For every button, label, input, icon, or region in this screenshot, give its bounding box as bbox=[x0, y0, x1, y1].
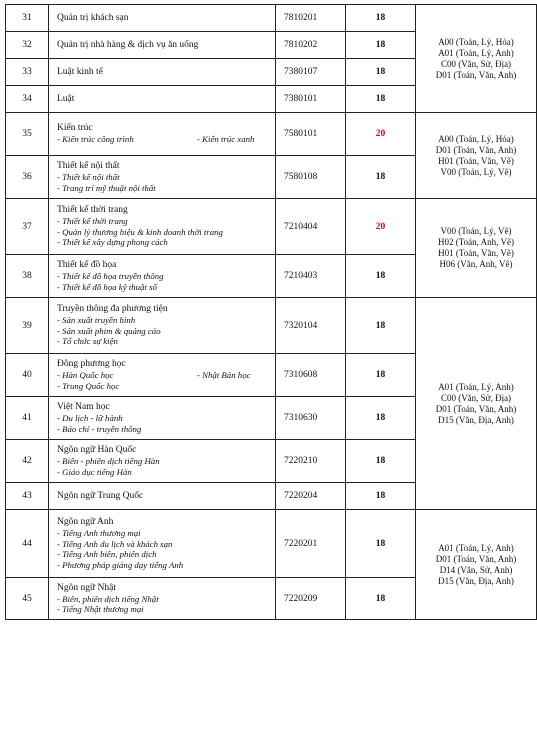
min-score: 18 bbox=[346, 255, 416, 298]
major-name: Truyền thông đa phương tiện bbox=[57, 304, 168, 315]
major-code: 7220204 bbox=[276, 483, 346, 510]
combination-line: C00 (Văn, Sử, Địa) bbox=[440, 58, 512, 69]
major-name: Quản trị khách sạn bbox=[57, 12, 129, 23]
major-cell bbox=[49, 298, 276, 354]
combination-line: A01 (Toán, Lý, Anh) bbox=[438, 381, 514, 392]
specialization: - Báo chí - truyền thông bbox=[57, 423, 142, 434]
major-code: 7320104 bbox=[276, 298, 346, 354]
major-cell bbox=[49, 199, 276, 255]
combination-line: D01 (Toán, Văn, Anh) bbox=[435, 69, 517, 80]
row-number: 44 bbox=[6, 510, 49, 578]
combination-line: A01 (Toán, Lý, Anh) bbox=[438, 542, 514, 553]
combination-line: D14 (Văn, Sử, Anh) bbox=[439, 564, 513, 575]
major-name: Kiến trúc bbox=[57, 123, 93, 134]
subject-combinations bbox=[416, 199, 537, 298]
major-code: 7810201 bbox=[276, 5, 346, 32]
major-name: Thiết kế nội thất bbox=[57, 161, 120, 171]
specialization: - Tiếng Anh du lịch và khách sạn bbox=[57, 538, 173, 549]
table-row bbox=[6, 298, 537, 354]
specialization: - Sản xuất phim & quảng cáo bbox=[57, 325, 161, 336]
row-number: 38 bbox=[6, 255, 49, 298]
specialization: - Tiếng Nhật thương mại bbox=[57, 604, 144, 614]
row-number: 34 bbox=[6, 86, 49, 113]
major-cell bbox=[49, 578, 276, 620]
table-row bbox=[6, 510, 537, 578]
min-score: 20 bbox=[346, 199, 416, 255]
min-score: 18 bbox=[346, 354, 416, 397]
subject-combinations bbox=[416, 113, 537, 199]
combination-line: D01 (Toán, Văn, Anh) bbox=[435, 144, 517, 155]
row-number: 40 bbox=[6, 354, 49, 397]
min-score: 18 bbox=[346, 440, 416, 483]
major-code: 7220210 bbox=[276, 440, 346, 483]
specialization: - Kiến trúc xanh bbox=[197, 134, 255, 145]
major-code: 7310630 bbox=[276, 397, 346, 440]
specialization: - Kiến trúc công trình bbox=[57, 134, 134, 145]
specialization: - Thiết kế thời trang bbox=[57, 216, 128, 227]
specialization: - Biên, phiên dịch tiếng Nhật bbox=[57, 593, 159, 604]
major-cell bbox=[49, 32, 276, 59]
combination-line: H01 (Toán, Văn, Vẽ) bbox=[438, 248, 514, 258]
specialization: - Tiếng Anh thương mại bbox=[57, 528, 141, 538]
major-cell bbox=[49, 113, 276, 156]
major-name: Luật kinh tế bbox=[57, 66, 103, 77]
specialization: - Thiết kế đồ họa kỹ thuật số bbox=[57, 281, 157, 292]
min-score: 18 bbox=[346, 32, 416, 59]
major-cell bbox=[49, 59, 276, 86]
major-code: 7580101 bbox=[276, 113, 346, 156]
combination-line: V00 (Toán, Lý, Vẽ) bbox=[440, 226, 512, 236]
row-number: 45 bbox=[6, 578, 49, 620]
major-name: Ngôn ngữ Anh bbox=[57, 517, 114, 527]
min-score: 18 bbox=[346, 397, 416, 440]
major-cell bbox=[49, 5, 276, 32]
combination-line: V00 (Toán, Lý, Vẽ) bbox=[440, 166, 512, 177]
combination-line: A00 (Toán, Lý, Hóa) bbox=[438, 133, 514, 144]
row-number: 36 bbox=[6, 156, 49, 199]
specialization: - Giáo dục tiếng Hàn bbox=[57, 466, 132, 477]
min-score: 18 bbox=[346, 510, 416, 578]
specialization: - Quản lý thương hiệu & kinh doanh thời trang bbox=[57, 226, 223, 237]
table-row bbox=[6, 5, 537, 32]
specialization: - Du lịch - lữ hành bbox=[57, 413, 123, 423]
specialization: - Hàn Quốc học bbox=[57, 370, 114, 380]
combination-line: H02 (Toán, Anh, Vẽ) bbox=[438, 237, 514, 247]
major-cell bbox=[49, 156, 276, 199]
specialization: - Thiết kế đồ họa truyền thông bbox=[57, 271, 164, 281]
specialization: - Phương pháp giảng dạy tiếng Anh bbox=[57, 559, 184, 570]
major-code: 7210403 bbox=[276, 255, 346, 298]
row-number: 33 bbox=[6, 59, 49, 86]
combination-line: H01 (Toán, Văn, Vẽ) bbox=[438, 155, 514, 166]
combination-line: A00 (Toán, Lý, Hóa) bbox=[438, 36, 514, 47]
specialization: - Biên - phiên dịch tiếng Hàn bbox=[57, 456, 160, 466]
major-name: Ngôn ngữ Trung Quốc bbox=[57, 490, 144, 501]
specialization: - Tiếng Anh biên, phiên dịch bbox=[57, 549, 157, 559]
row-number: 39 bbox=[6, 298, 49, 354]
min-score: 18 bbox=[346, 5, 416, 32]
combination-line: D15 (Văn, Địa, Anh) bbox=[438, 575, 514, 586]
table-row bbox=[6, 113, 537, 156]
row-number: 43 bbox=[6, 483, 49, 510]
specialization: - Trung Quốc học bbox=[57, 380, 120, 391]
major-name: Quản trị nhà hàng & dịch vụ ăn uống bbox=[57, 39, 199, 50]
combination-line: C00 (Văn, Sử, Địa) bbox=[440, 392, 512, 403]
major-name: Đông phương học bbox=[57, 359, 126, 369]
major-name: Thiết kế đồ họa bbox=[57, 260, 117, 270]
specialization-pair bbox=[57, 370, 275, 381]
specialization: - Trang trí mỹ thuật nội thất bbox=[57, 182, 156, 193]
subject-combinations bbox=[416, 298, 537, 510]
min-score: 18 bbox=[346, 298, 416, 354]
major-code: 7210404 bbox=[276, 199, 346, 255]
major-code: 7810202 bbox=[276, 32, 346, 59]
major-name: Việt Nam học bbox=[57, 402, 110, 412]
specialization-pair bbox=[57, 134, 275, 145]
combination-line: D15 (Văn, Địa, Anh) bbox=[438, 414, 514, 425]
specialization: - Sản xuất truyền hình bbox=[57, 315, 136, 326]
major-cell bbox=[49, 255, 276, 298]
major-cell bbox=[49, 510, 276, 578]
major-cell bbox=[49, 354, 276, 397]
min-score: 18 bbox=[346, 578, 416, 620]
subject-combinations bbox=[416, 510, 537, 620]
major-name: Thiết kế thời trang bbox=[57, 205, 128, 216]
major-code: 7380107 bbox=[276, 59, 346, 86]
major-cell bbox=[49, 440, 276, 483]
specialization: - Thiết kế nội thất bbox=[57, 172, 120, 182]
min-score: 18 bbox=[346, 59, 416, 86]
row-number: 41 bbox=[6, 397, 49, 440]
row-number: 32 bbox=[6, 32, 49, 59]
major-code: 7220209 bbox=[276, 578, 346, 620]
min-score: 20 bbox=[346, 113, 416, 156]
major-name: Ngôn ngữ Nhật bbox=[57, 582, 116, 593]
min-score: 18 bbox=[346, 483, 416, 510]
major-name: Ngôn ngữ Hàn Quốc bbox=[57, 445, 137, 455]
major-cell bbox=[49, 397, 276, 440]
table-row bbox=[6, 199, 537, 255]
row-number: 31 bbox=[6, 5, 49, 32]
major-name: Luật bbox=[57, 93, 75, 104]
combination-line: D01 (Toán, Văn, Anh) bbox=[435, 553, 517, 564]
specialization: - Nhật Bản học bbox=[197, 370, 251, 380]
major-code: 7580108 bbox=[276, 156, 346, 199]
row-number: 35 bbox=[6, 113, 49, 156]
major-code: 7220201 bbox=[276, 510, 346, 578]
combination-line: A01 (Toán, Lý, Anh) bbox=[438, 47, 514, 58]
subject-combinations bbox=[416, 5, 537, 113]
min-score: 18 bbox=[346, 156, 416, 199]
min-score: 18 bbox=[346, 86, 416, 113]
combination-line: H06 (Văn, Anh, Vẽ) bbox=[439, 259, 513, 269]
specialization: - Thiết kế xây dựng phong cách bbox=[57, 237, 168, 248]
major-code: 7310608 bbox=[276, 354, 346, 397]
specialization: - Tổ chức sự kiện bbox=[57, 336, 118, 347]
major-cell bbox=[49, 483, 276, 510]
major-code: 7380101 bbox=[276, 86, 346, 113]
major-cell bbox=[49, 86, 276, 113]
combination-line: D01 (Toán, Văn, Anh) bbox=[435, 403, 517, 414]
row-number: 42 bbox=[6, 440, 49, 483]
admission-table bbox=[5, 4, 537, 620]
row-number: 37 bbox=[6, 199, 49, 255]
